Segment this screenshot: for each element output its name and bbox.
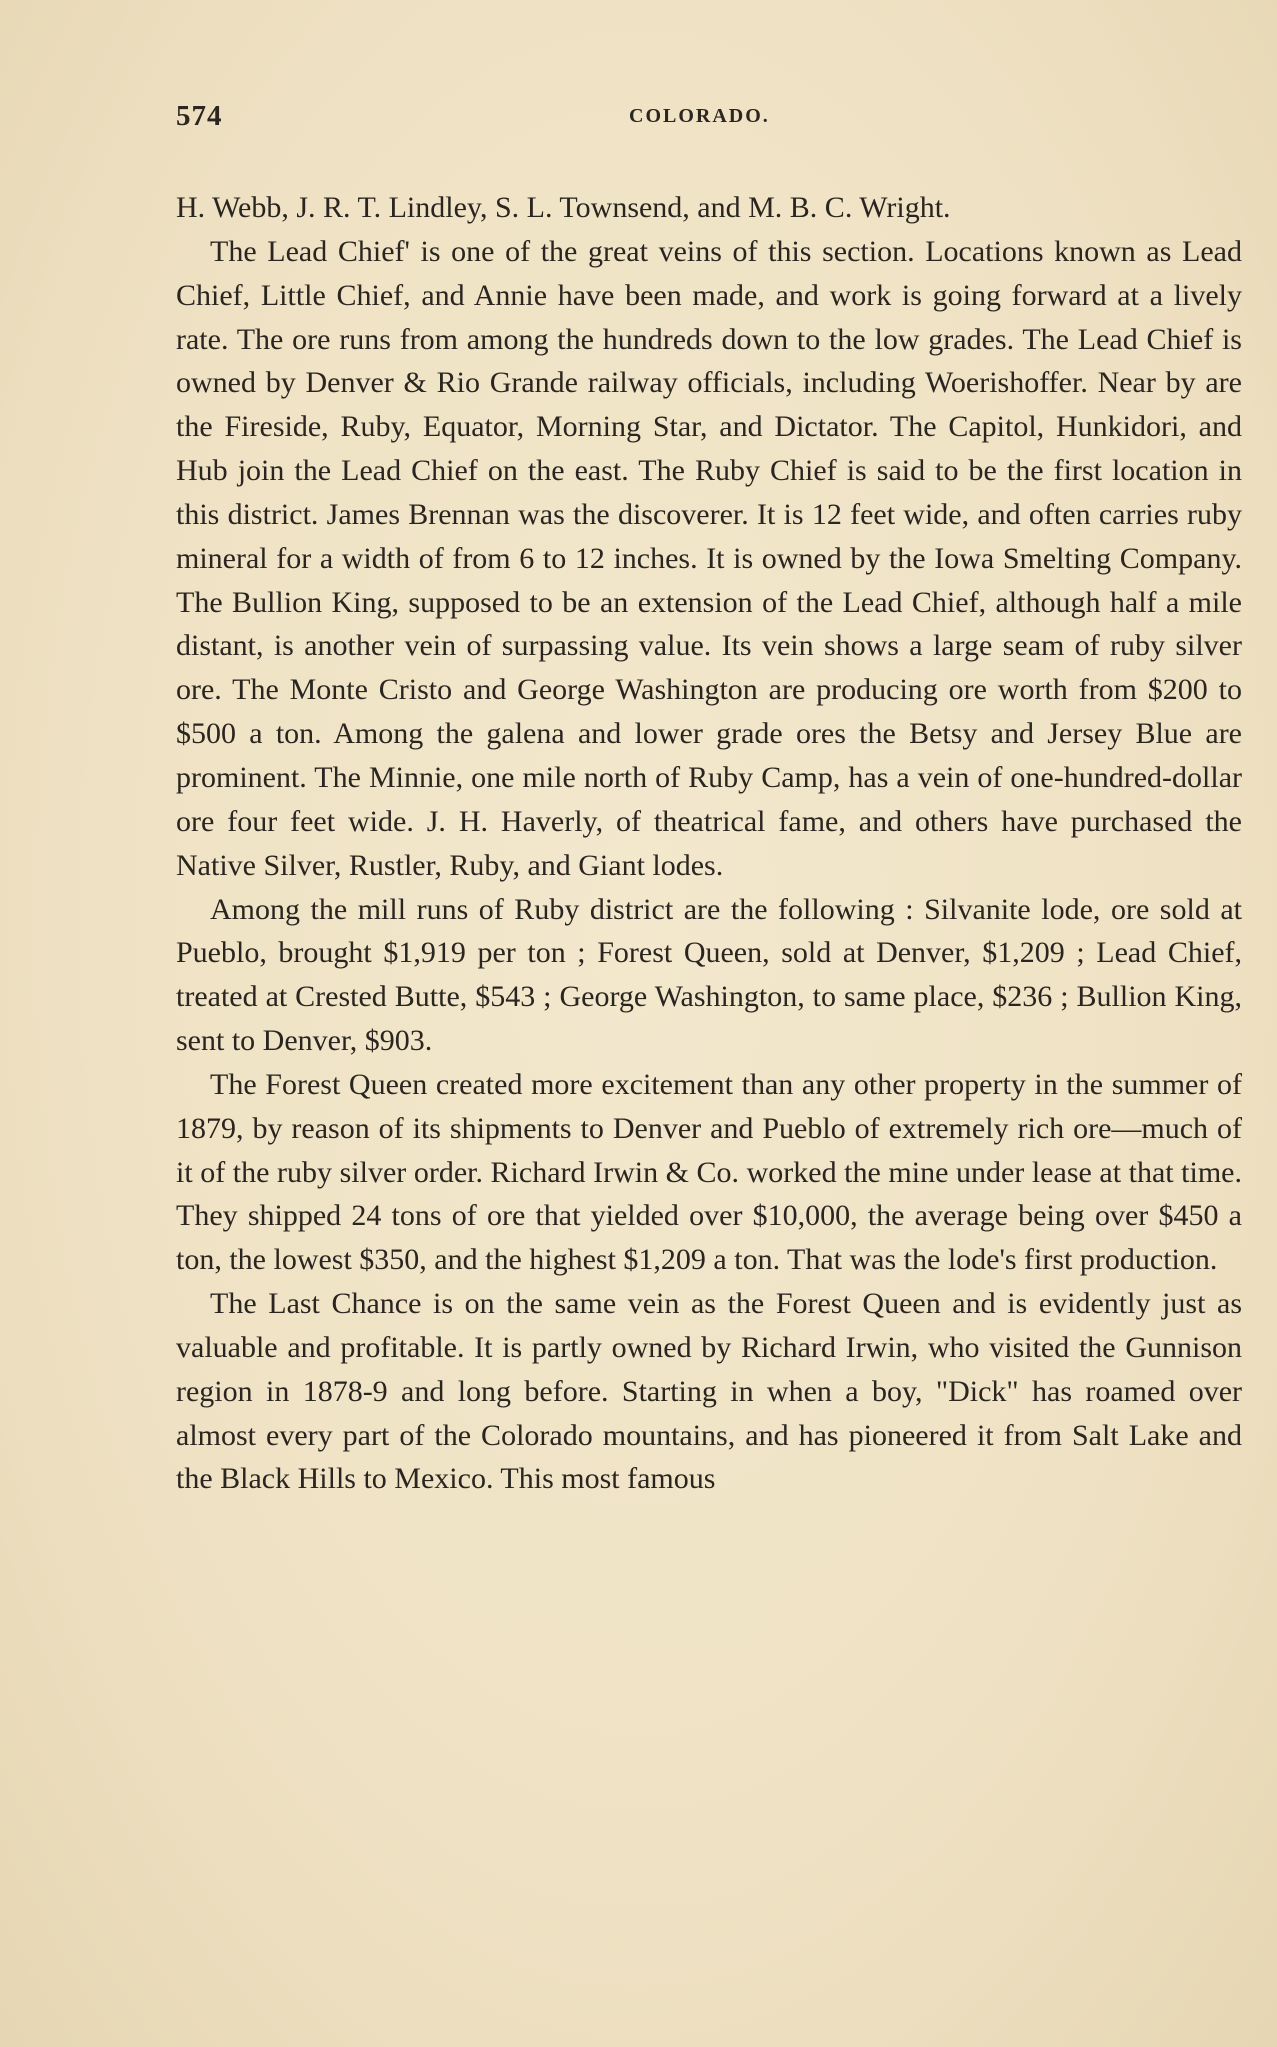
body-text (176, 186, 1242, 1501)
page-number: 574 (176, 100, 223, 132)
paragraph: The Last Chance is on the same vein as the Forest Queen and is evidently just as valuable and profitable. It is partly owned by Richard Irwin, who visited the Gunnison region in 1878-9 and long before. Starting in when a boy, "Dick" has roamed over almost every part of the Colorado mountains, and has pioneered it from Salt Lake and the Black Hills to Mexico. This most famous (176, 1287, 1242, 1496)
paragraph: The Lead Chief' is one of the great veins of this section. Locations known as Lead Chief, Little Chief, and Annie have been made, and work is going forward at a lively rate. The ore runs from among the hundreds down to the low grades. The Lead Chief is owned by Denver & Rio Grande railway officials, including Woerishoffer. Near by are the Fireside, Ruby, Equator, Morning Star, and Dictator. The Capitol, Hunkidori, and Hub join the Lead Chief on the east. The Ruby Chief is said to be the first location in this district. James Brennan was the discoverer. It is 12 feet wide, and often carries ruby mineral for a width of from 6 to 12 inches. It is owned by the Iowa Smelting Company. The Bullion King, supposed to be an extension of the Lead Chief, although half a mile distant, is another vein of surpassing value. Its vein shows a large seam of ruby silver ore. The Monte Cristo and George Washington are producing ore worth from $200 to $500 a ton. Among the galena and lower grade ores the Betsy and Jersey Blue are prominent. The Minnie, one mile north of Ruby Camp, has a vein of one-hundred-dollar ore four feet wide. J. H. Haverly, of theatrical fame, and others have purchased the Native Silver, Rustler, Ruby, and Giant lodes. (176, 234, 1242, 882)
paragraph: Among the mill runs of Ruby district are the following : Silvanite lode, ore sold at Pueblo, brought $1,919 per ton ; Forest Queen, sold at Denver, $1,209 ; Lead Chief, treated at Crested Butte, $543 ; George Washington, to same place, $236 ; Bullion King, sent to Denver, $903. (176, 892, 1242, 1058)
page-header (176, 100, 1242, 140)
running-head: COLORADO. (629, 105, 770, 127)
paragraph: The Forest Queen created more excitement than any other property in the summer of 1879, by reason of its shipments to Denver and Pueblo of extremely rich ore—much of it of the ruby silver order. Richard Irwin & Co. worked the mine under lease at that time. They shipped 24 tons of ore that yielded over $10,000, the average being over $450 a ton, the lowest $350, and the highest $1,209 a ton. That was the lode's first production. (176, 1067, 1242, 1277)
paragraph: H. Webb, J. R. T. Lindley, S. L. Townsend, and M. B. C. Wright. (176, 191, 951, 224)
